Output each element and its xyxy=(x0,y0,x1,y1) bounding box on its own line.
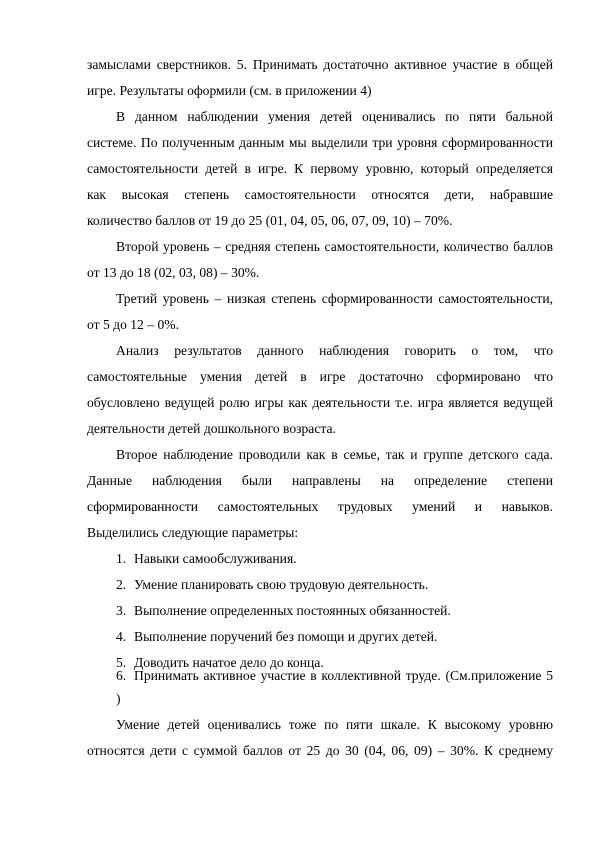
list-item-continuation: ) xyxy=(116,691,121,706)
text-line: игре. Результаты оформили (см. в приложении 4) xyxy=(87,83,372,98)
list-item-text: Принимать активное участие в коллективной труде. (См.приложение 5 xyxy=(134,668,553,683)
text-line: замыслами сверстников. 5. Принимать достаточно активное участие в общей xyxy=(87,57,553,72)
text-line: Выделились следующие параметры: xyxy=(87,525,299,540)
list-item-number: 1. xyxy=(116,551,127,566)
text-line: Данные наблюдения были направлены на определение степени xyxy=(87,473,553,488)
text-line: от 13 до 18 (02, 03, 08) – 30%. xyxy=(87,265,260,280)
list-item-text: Выполнение определенных постоянных обязанностей. xyxy=(134,603,451,618)
text-line: самостоятельности детей в игре. К первому уровню, который определяется xyxy=(87,161,553,176)
paragraph-first-line: Второе наблюдение проводили как в семье, так и группе детского сада. xyxy=(116,447,553,462)
list-item-text: Навыки самообслуживания. xyxy=(134,551,297,566)
paragraph-first-line: Второй уровень – средняя степень самостоятельности, количество баллов xyxy=(116,239,553,254)
list-item-text: Выполнение поручений без помощи и других детей. xyxy=(134,629,438,644)
text-line: деятельности детей дошкольного возраста. xyxy=(87,421,336,436)
list-item-number: 6. xyxy=(116,668,127,683)
text-line: относятся дети с суммой баллов от 25 до 30 (04, 06, 09) – 30%. К среднему xyxy=(87,743,553,758)
list-item-text: Доводить начатое дело до конца. xyxy=(134,655,324,670)
list-item-number: 2. xyxy=(116,577,127,592)
paragraph-first-line: В данном наблюдении умения детей оценивались по пяти бальной xyxy=(116,109,553,124)
list-item-number: 5. xyxy=(116,655,127,670)
list-item-number: 3. xyxy=(116,603,127,618)
text-line: количество баллов от 19 до 25 (01, 04, 05, 06, 07, 09, 10) – 70%. xyxy=(87,213,453,228)
list-item-number: 4. xyxy=(116,629,127,644)
paragraph-first-line: Третий уровень – низкая степень сформированности самостоятельности, xyxy=(116,291,553,306)
text-line: системе. По полученным данным мы выделили три уровня сформированности xyxy=(87,135,553,150)
text-line: от 5 до 12 – 0%. xyxy=(87,317,179,332)
text-line: самостоятельные умения детей в игре достаточно сформировано что xyxy=(87,369,553,384)
list-item-text: Умение планировать свою трудовую деятельность. xyxy=(134,577,429,592)
text-line: сформированности самостоятельных трудовых умений и навыков. xyxy=(87,499,553,514)
paragraph-first-line: Умение детей оценивались тоже по пяти шкале. К высокому уровню xyxy=(116,717,553,732)
text-line: как высокая степень самостоятельности относятся дети, набравшие xyxy=(87,187,553,202)
text-line: обусловлено ведущей ролю игры как деятельности т.е. игра является ведущей xyxy=(87,395,553,410)
paragraph-first-line: Анализ результатов данного наблюдения говорить о том, что xyxy=(116,343,553,358)
